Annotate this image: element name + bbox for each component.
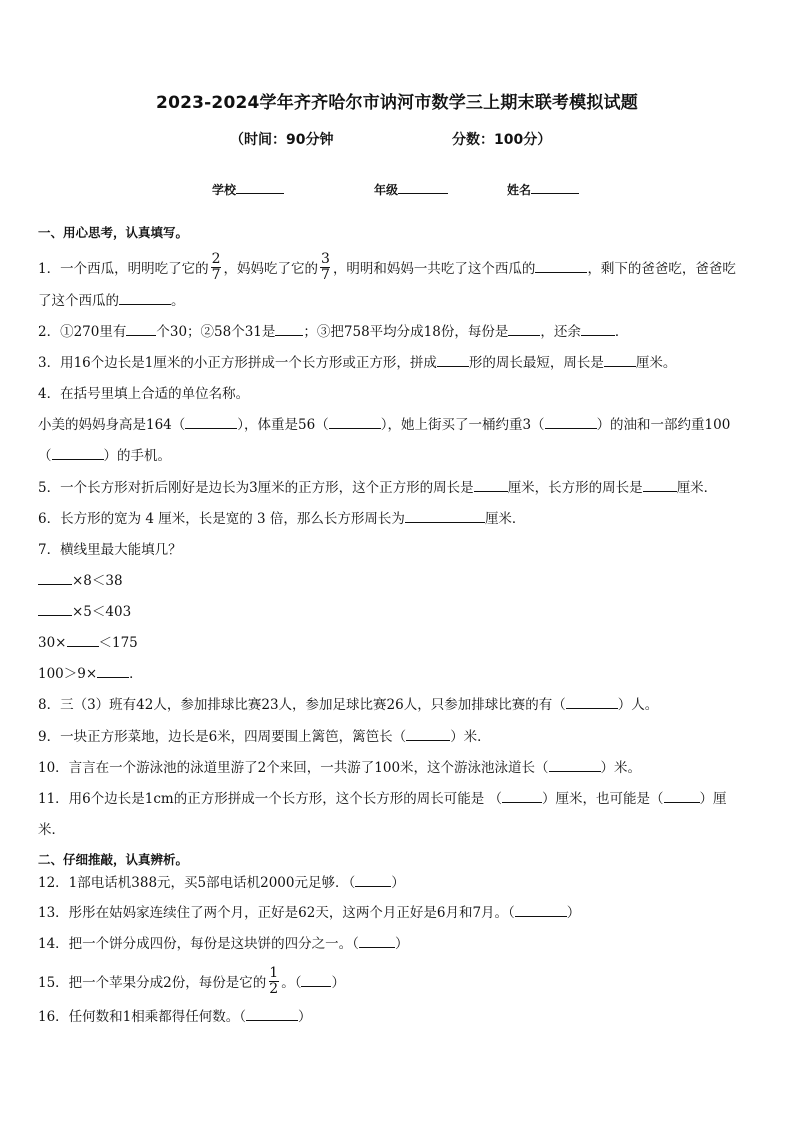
section-2-title: 二、仔细推敲，认真辨析。 <box>38 852 189 867</box>
answer-blank[interactable] <box>301 974 331 987</box>
answer-blank[interactable] <box>275 323 303 336</box>
fraction-1-2: $\frac{1}{2}$ <box>269 965 279 997</box>
grade-label: 年级 <box>374 183 399 197</box>
section-1-title: 一、用心思考，认真填写。 <box>38 225 189 240</box>
question-10: 10．言言在一个游泳池的泳道里游了2个来回，一共游了100米，这个游泳池泳道长（ ）米。 <box>38 760 642 776</box>
name-label: 姓名 <box>507 183 532 197</box>
question-7-row-4: 100＞9× ． <box>38 666 143 682</box>
answer-blank[interactable] <box>664 790 700 803</box>
answer-blank[interactable] <box>97 665 129 678</box>
question-4-cont: （ ）的手机。 <box>38 448 171 464</box>
question-7-row-2: ×5＜403 <box>38 602 760 622</box>
school-label: 学校 <box>212 183 237 197</box>
answer-blank[interactable] <box>437 354 469 367</box>
answer-blank[interactable] <box>52 447 104 460</box>
answer-blank[interactable] <box>355 874 391 887</box>
answer-blank[interactable] <box>119 292 171 305</box>
answer-blank[interactable] <box>566 696 618 709</box>
question-5: 5．一个长方形对折后刚好是边长为3厘米的正方形，这个正方形的周长是 厘米，长方形的周长是 厘米． <box>38 480 718 496</box>
name-field[interactable] <box>507 181 579 198</box>
answer-blank[interactable] <box>405 510 485 523</box>
question-6: 6．长方形的宽为 4 厘米，长是宽的 3 倍，那么长方形周长为 厘米． <box>38 511 526 527</box>
answer-blank[interactable] <box>545 416 597 429</box>
question-4-body: 小美的妈妈身高是164（ ），体重是56（ ），她上街买了一桶约重3（ ）的油和一部约重100 <box>38 417 731 433</box>
answer-blank[interactable] <box>329 416 381 429</box>
answer-blank[interactable] <box>581 323 615 336</box>
answer-blank[interactable] <box>515 904 567 917</box>
question-14: 14．把一个饼分成四份，每份是这块饼的四分之一。（ ） <box>38 936 409 952</box>
answer-blank[interactable] <box>508 323 540 336</box>
question-13: 13．彤彤在姑妈家连续住了两个月，正好是62天，这两个月正好是6月和7月。（ ） <box>38 905 581 921</box>
question-3: 3．用16个边长是1厘米的小正方形拼成一个长方形或正方形，拼成 形的周长最短，周长是 厘米。 <box>38 355 677 371</box>
question-12: 12．1部电话机388元，买5部电话机2000元足够．（ ） <box>38 875 405 891</box>
question-7-row-3: 30× ＜175 <box>38 635 138 651</box>
question-8: 8．三（3）班有42人，参加排球比赛23人，参加足球比赛26人，只参加排球比赛的有（ ）人。 <box>38 697 659 713</box>
question-11: 11．用6个边长是1cm的正方形拼成一个长方形，这个长方形的周长可能是 （ ）厘米，也可能是（ ）厘 <box>38 791 727 807</box>
answer-blank[interactable] <box>246 1008 298 1021</box>
school-field[interactable] <box>212 181 284 198</box>
question-1-cont: 了这个西瓜的 。 <box>38 293 185 309</box>
answer-blank[interactable] <box>643 479 677 492</box>
answer-blank[interactable] <box>474 479 508 492</box>
question-7-row-1: ×8＜38 <box>38 571 760 591</box>
answer-blank[interactable] <box>38 572 72 585</box>
question-11-cont: 米． <box>38 822 65 838</box>
question-1: 1．一个西瓜，明明吃了它的 $\frac{2}{7}$ ，妈妈吃了它的 $\frac{3}{7}$ ，明明和妈妈一共吃了这个西瓜的 ，剩下的爸爸吃，爸爸吃 <box>38 251 736 283</box>
answer-blank[interactable] <box>502 790 542 803</box>
fraction-3-7: $\frac{3}{7}$ <box>321 251 330 283</box>
question-16: 16．任何数和1相乘都得任何数。（ ） <box>38 1009 312 1025</box>
page-title: 2023-2024学年齐齐哈尔市讷河市数学三上期末联考模拟试题 <box>156 93 638 113</box>
answer-blank[interactable] <box>549 759 601 772</box>
question-2: 2．①270里有 个30；②58个31是 ；③把758平均分成18份，每份是 ，还余 ． <box>38 324 629 340</box>
question-9: 9．一块正方形菜地，边长是6米，四周要围上篱笆，篱笆长（ ）米． <box>38 729 491 745</box>
answer-blank[interactable] <box>406 728 450 741</box>
answer-blank[interactable] <box>535 260 587 273</box>
grade-field[interactable] <box>374 181 448 198</box>
answer-blank[interactable] <box>38 603 72 616</box>
answer-blank[interactable] <box>185 416 237 429</box>
fraction-2-7: $\frac{2}{7}$ <box>211 251 221 283</box>
question-15: 15．把一个苹果分成2份，每份是它的 $\frac{1}{2}$ 。（ ） <box>38 965 345 997</box>
answer-blank[interactable] <box>604 354 636 367</box>
question-4: 4．在括号里填上合适的单位名称。 <box>38 386 250 402</box>
answer-blank[interactable] <box>126 323 156 336</box>
answer-blank[interactable] <box>359 935 395 948</box>
answer-blank[interactable] <box>67 634 99 647</box>
time-limit: （时间：90分钟 <box>230 132 334 148</box>
total-score: 分数：100分） <box>452 132 552 148</box>
question-7: 7．横线里最大能填几？ <box>38 542 182 558</box>
